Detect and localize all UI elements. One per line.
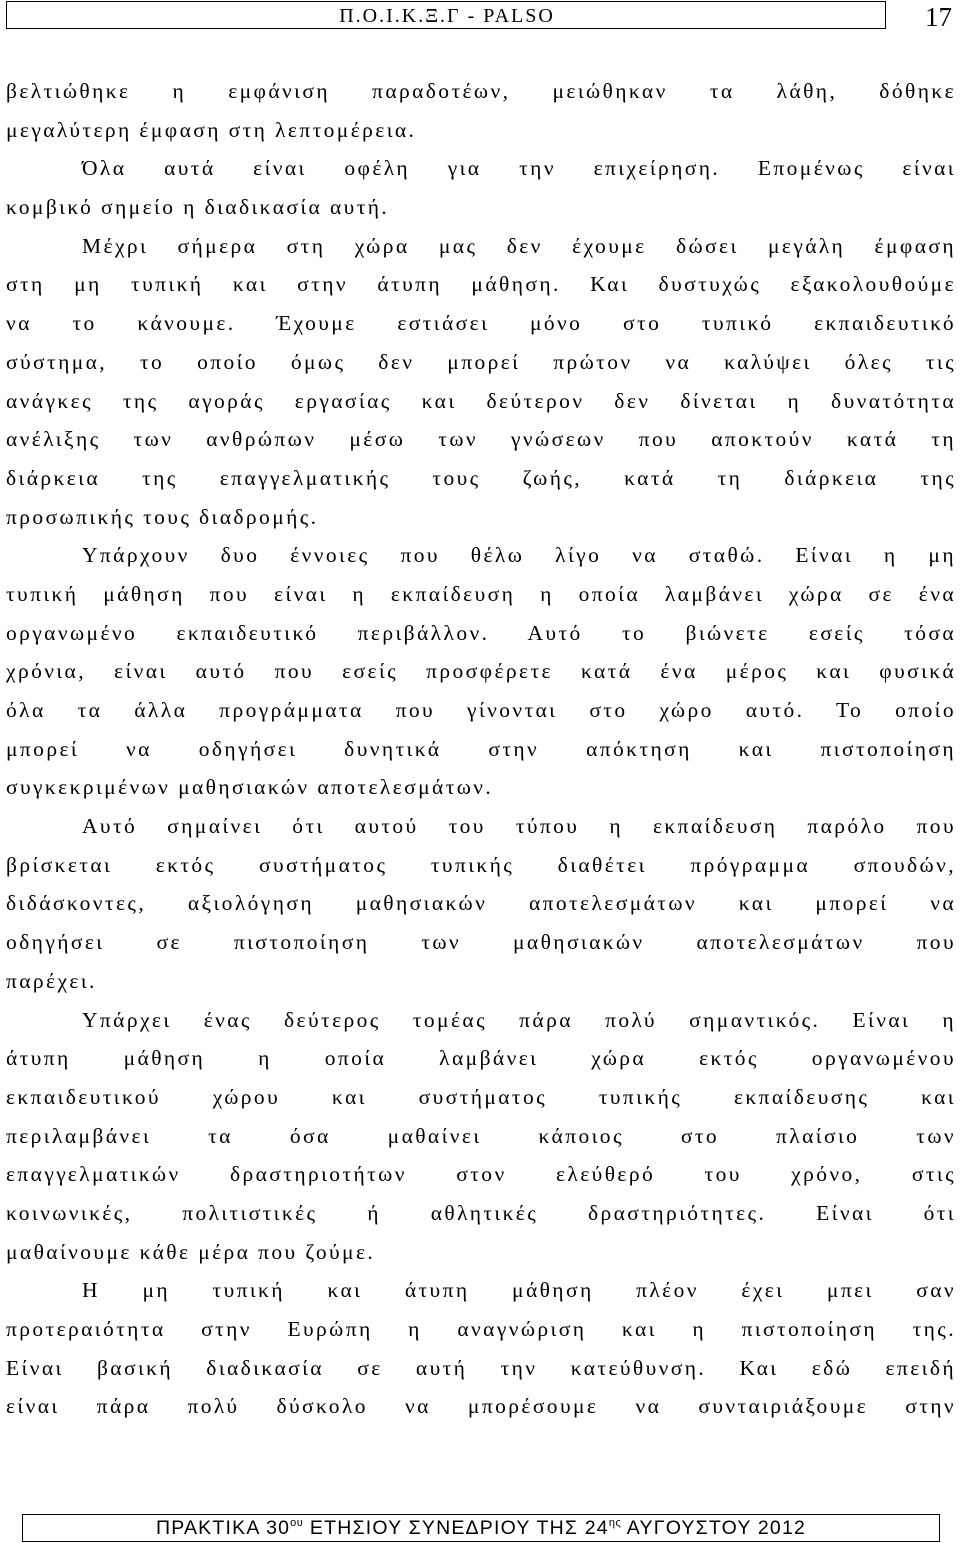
text-line: βρίσκεται εκτός συστήματος τυπικής διαθέτει πρόγραμμα σπουδών, (6, 852, 956, 877)
text-line: στη μη τυπική και στην άτυπη μάθηση. Και δυστυχώς εξακολουθούμε (6, 272, 956, 297)
text-line: ανάγκες της αγοράς εργασίας και δεύτερον δεν δίνεται η δυνατότητα (6, 388, 956, 413)
text-line: Όλα αυτά είναι οφέλη για την επιχείρηση. Επομένως είναι (82, 156, 956, 181)
body-text (6, 72, 956, 1426)
text-line: να το κάνουμε. Έχουμε εστιάσει μόνο στο τυπικό εκπαιδευτικό (6, 311, 956, 336)
text-line: οδηγήσει σε πιστοποίηση των μαθησιακών αποτελεσμάτων που (6, 930, 956, 955)
text-line: όλα τα άλλα προγράμματα που γίνονται στο χώρο αυτό. Το οποίο (6, 698, 956, 722)
text-line: παρέχει. (6, 968, 97, 993)
text-line: Είναι βασική διαδικασία σε αυτή την κατεύθυνση. Και εδώ επειδή (6, 1355, 956, 1380)
text-line: οργανωμένο εκπαιδευτικό περιβάλλον. Αυτό το βιώνετε εσείς τόσα (6, 620, 956, 645)
text-line: μπορεί να οδηγήσει δυνητικά στην απόκτηση και πιστοποίηση (6, 736, 956, 761)
text-line: σύστημα, το οποίο όμως δεν μπορεί πρώτον να καλύψει όλες τις (6, 349, 956, 374)
text-line: άτυπη μάθηση η οποία λαμβάνει χώρα εκτός οργανωμένου (6, 1046, 956, 1071)
footer-text (23, 1515, 939, 1541)
footer-part: ΑΥΓΟΥΣΤΟΥ 2012 (621, 1517, 807, 1539)
page-footer (22, 1514, 940, 1542)
text-line: Η μη τυπική και άτυπη μάθηση πλέον έχει μπει σαν (82, 1278, 956, 1303)
footer-part: ΠΡΑΚΤΙΚΑ 30 (155, 1517, 291, 1539)
text-line: συγκεκριμένων μαθησιακών αποτελεσμάτων. (6, 775, 494, 800)
footer-superscript: ης (608, 1517, 622, 1529)
text-line: Μέχρι σήμερα στη χώρα μας δεν έχουμε δώσει μεγάλη έμφαση (82, 233, 956, 258)
text-line: ανέλιξης των ανθρώπων μέσω των γνώσεων που αποκτούν κατά τη (6, 427, 956, 452)
footer-superscript: ου (290, 1517, 304, 1529)
text-line: επαγγελματικών δραστηριοτήτων στον ελεύθερό του χρόνο, στις (6, 1162, 956, 1187)
text-line: Υπάρχει ένας δεύτερος τομέας πάρα πολύ σημαντικός. Είναι η (82, 1007, 956, 1032)
text-line: είναι πάρα πολύ δύσκολο να μπορέσουμε να συνταιριάξουμε στην (6, 1394, 956, 1419)
page-header (6, 1, 886, 29)
text-line: μαθαίνουμε κάθε μέρα που ζούμε. (6, 1239, 376, 1264)
text-line: εκπαιδευτικού χώρου και συστήματος τυπικής εκπαίδευσης και (6, 1084, 956, 1109)
text-line: διάρκεια της επαγγελματικής τους ζωής, κατά τη διάρκεια της (6, 465, 956, 490)
text-line: προτεραιότητα στην Ευρώπη η αναγνώριση και η πιστοποίηση της. (6, 1317, 956, 1341)
page-number: 17 (925, 2, 952, 32)
footer-part: ΕΤΗΣΙΟΥ ΣΥΝΕΔΡΙΟΥ ΤΗΣ 24 (303, 1517, 609, 1539)
text-line: κομβικό σημείο η διαδικασία αυτή. (6, 195, 390, 220)
text-line: διδάσκοντες, αξιολόγηση μαθησιακών αποτελεσμάτων και μπορεί να (6, 891, 956, 916)
text-line: Αυτό σημαίνει ότι αυτού του τύπου η εκπαίδευση παρόλο που (82, 814, 956, 839)
text-line: κοινωνικές, πολιτιστικές ή αθλητικές δραστηριότητες. Είναι ότι (6, 1200, 956, 1225)
text-line: μεγαλύτερη έμφαση στη λεπτομέρεια. (6, 117, 417, 142)
text-line: τυπική μάθηση που είναι η εκπαίδευση η οποία λαμβάνει χώρα σε ένα (6, 581, 956, 606)
text-line: χρόνια, είναι αυτό που εσείς προσφέρετε κατά ένα μέρος και φυσικά (6, 659, 956, 684)
header-title: Π.Ο.Ι.Κ.Ξ.Γ - PALSO (339, 5, 555, 27)
text-line: Υπάρχουν δυο έννοιες που θέλω λίγο να σταθώ. Είναι η μη (82, 543, 956, 568)
text-line: βελτιώθηκε η εμφάνιση παραδοτέων, μειώθηκαν τα λάθη, δόθηκε (6, 79, 956, 103)
text-line: περιλαμβάνει τα όσα μαθαίνει κάποιος στο πλαίσιο των (6, 1123, 956, 1148)
text-line: προσωπικής τους διαδρομής. (6, 504, 319, 529)
